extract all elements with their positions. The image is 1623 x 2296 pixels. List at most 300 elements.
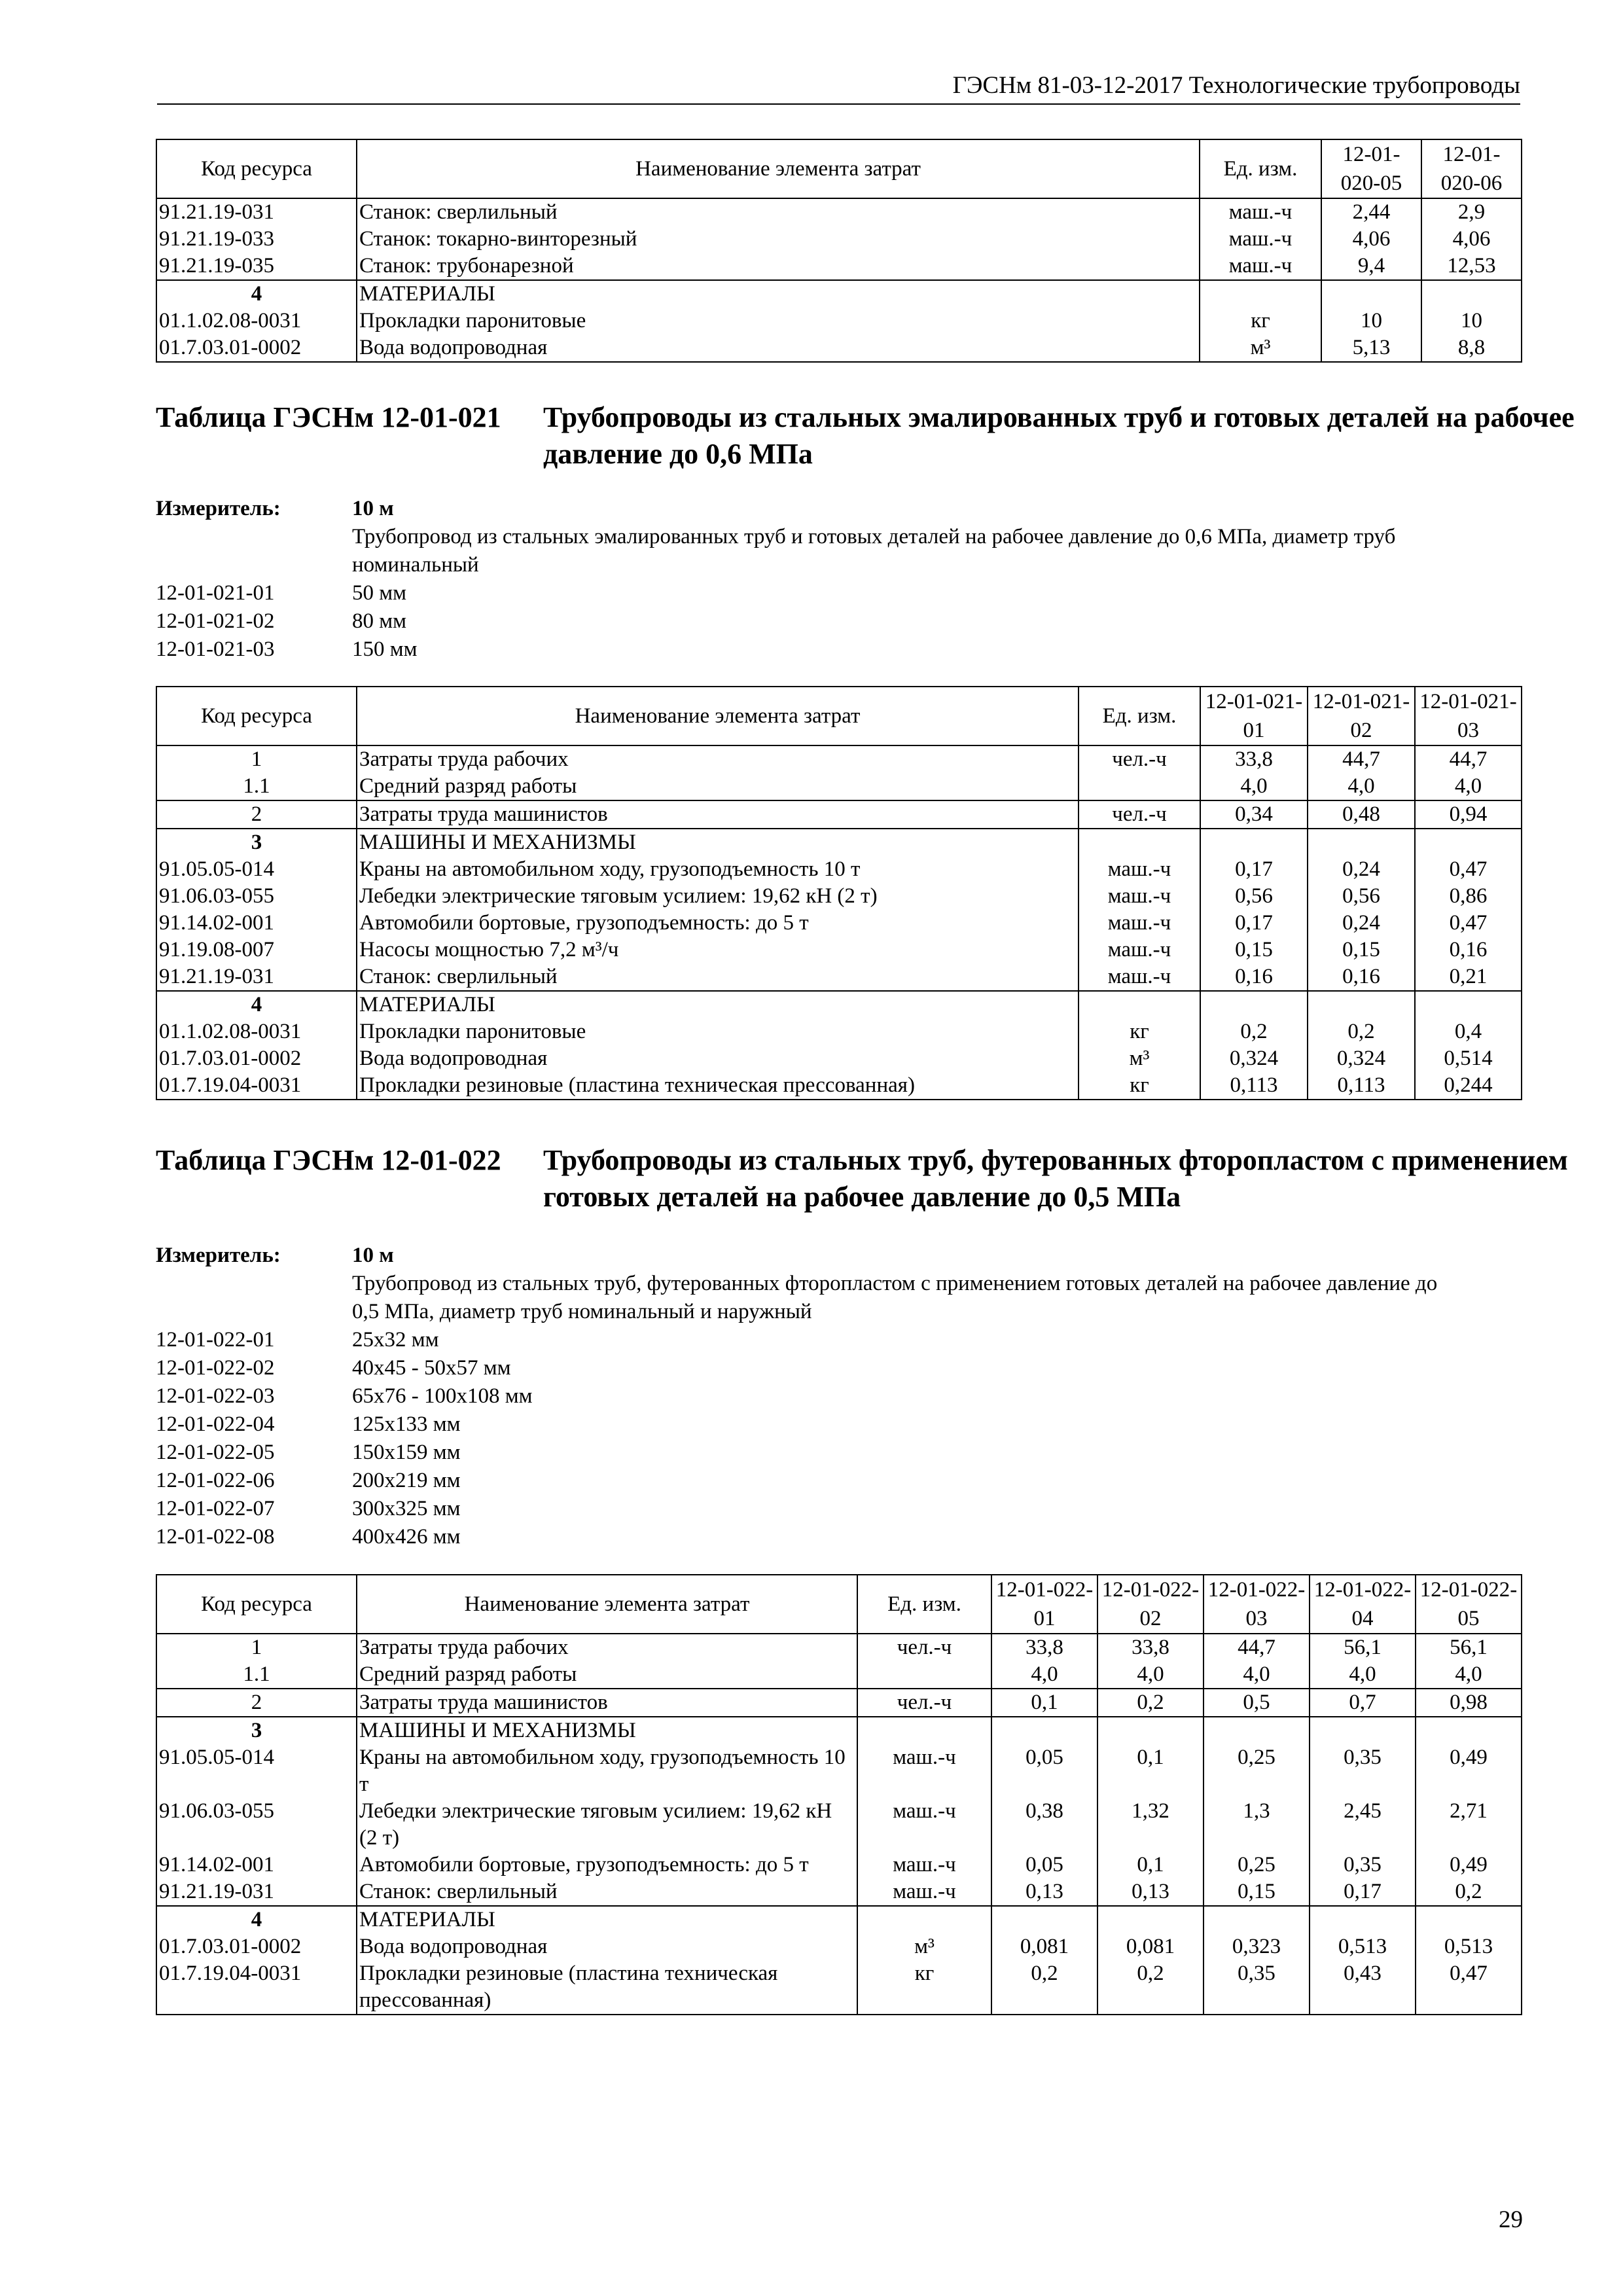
col-header-rate: 12-01-022-02 xyxy=(1097,1575,1204,1634)
measure-row xyxy=(156,495,1521,523)
resource-value: 0,1 xyxy=(1097,1852,1204,1878)
table-row xyxy=(156,1744,1522,1798)
measure-item-value: 50 мм xyxy=(352,581,407,605)
resource-code: 91.05.05-014 xyxy=(156,856,357,883)
resource-value: 0,113 xyxy=(1200,1072,1308,1100)
resource-value xyxy=(1204,1717,1310,1744)
table-row xyxy=(156,334,1522,362)
resource-value: 4,0 xyxy=(1204,1661,1310,1689)
measure-item-code: 12-01-022-03 xyxy=(156,1384,275,1408)
resource-value: 0,05 xyxy=(991,1744,1097,1798)
resource-unit: маш.-ч xyxy=(1079,937,1200,963)
table-row xyxy=(156,1689,1522,1717)
table-row xyxy=(156,1634,1522,1661)
resource-unit: маш.-ч xyxy=(857,1744,991,1798)
resource-value: 0,513 xyxy=(1310,1933,1416,1960)
resource-name: Станок: токарно-винторезный xyxy=(357,226,1200,253)
measure-item xyxy=(156,636,1521,664)
resource-value xyxy=(991,1906,1097,1933)
resource-value xyxy=(1097,1906,1204,1933)
resource-code: 91.21.19-031 xyxy=(156,198,357,226)
col-header-rate: 12-01-022-04 xyxy=(1310,1575,1416,1634)
resource-value xyxy=(1421,280,1522,308)
resource-value: 0,17 xyxy=(1200,910,1308,937)
table-caption-title: Трубопроводы из стальных труб, футерованных фторопластом с применением готовых деталей на рабочее давление до 0,5 МПа xyxy=(543,1144,1568,1213)
resource-unit: чел.-ч xyxy=(857,1634,991,1661)
resource-unit: маш.-ч xyxy=(1079,883,1200,910)
measure-item xyxy=(156,1439,1521,1467)
resource-value: 1,32 xyxy=(1097,1798,1204,1852)
resource-value xyxy=(1097,1717,1204,1744)
measure-block xyxy=(156,1242,1521,1551)
resource-name: Станок: сверлильный xyxy=(357,1878,857,1906)
col-header-code: Код ресурса xyxy=(156,139,357,198)
measure-items xyxy=(156,579,1521,664)
measure-item xyxy=(156,1326,1521,1354)
resource-code: 91.21.19-035 xyxy=(156,253,357,280)
resource-code: 91.21.19-031 xyxy=(156,1878,357,1906)
resource-name: МАТЕРИАЛЫ xyxy=(357,991,1079,1018)
resource-value: 0,49 xyxy=(1416,1744,1522,1798)
measure-unit: 10 м xyxy=(352,1244,394,1267)
resource-name: Станок: трубонарезной xyxy=(357,253,1200,280)
resource-code: 1.1 xyxy=(156,773,357,800)
col-header-name: Наименование элемента затрат xyxy=(357,687,1079,745)
resource-value: 0,514 xyxy=(1415,1045,1522,1072)
table-row xyxy=(156,1072,1522,1100)
resource-name: Затраты труда рабочих xyxy=(357,1634,857,1661)
resource-value: 0,2 xyxy=(991,1960,1097,2015)
resource-unit: кг xyxy=(1079,1018,1200,1045)
resource-value: 0,2 xyxy=(1308,1018,1415,1045)
resource-value: 0,1 xyxy=(991,1689,1097,1717)
resource-value: 56,1 xyxy=(1310,1634,1416,1661)
table-row xyxy=(156,1852,1522,1878)
resource-name: Прокладки паронитовые xyxy=(357,308,1200,334)
resource-name: Прокладки резиновые (пластина техническая прессованная) xyxy=(357,1960,857,2015)
resource-value: 0,513 xyxy=(1416,1933,1522,1960)
resource-value xyxy=(1200,991,1308,1018)
col-header-name: Наименование элемента затрат xyxy=(357,139,1200,198)
resource-code: 2 xyxy=(156,1689,357,1717)
resource-value: 2,44 xyxy=(1321,198,1421,226)
resource-unit xyxy=(1079,773,1200,800)
resource-unit: маш.-ч xyxy=(857,1878,991,1906)
resource-unit: маш.-ч xyxy=(1200,253,1321,280)
resource-value: 0,5 xyxy=(1204,1689,1310,1717)
resource-name: Автомобили бортовые, грузоподъемность: до 5 т xyxy=(357,1852,857,1878)
resource-code: 01.7.03.01-0002 xyxy=(156,334,357,362)
resource-code: 3 xyxy=(156,829,357,856)
resource-name: Лебедки электрические тяговым усилием: 19,62 кН (2 т) xyxy=(357,1798,857,1852)
resource-value: 0,48 xyxy=(1308,800,1415,829)
measure-item-value: 300х325 мм xyxy=(352,1497,461,1520)
resource-name: МАШИНЫ И МЕХАНИЗМЫ xyxy=(357,829,1079,856)
resource-value: 0,56 xyxy=(1308,883,1415,910)
resource-value: 0,86 xyxy=(1415,883,1522,910)
resource-value: 44,7 xyxy=(1415,745,1522,773)
resource-value: 4,0 xyxy=(1415,773,1522,800)
resource-code: 01.7.03.01-0002 xyxy=(156,1045,357,1072)
resource-value: 4,0 xyxy=(1308,773,1415,800)
measure-item-value: 40х45 - 50х57 мм xyxy=(352,1356,511,1380)
resource-unit xyxy=(1079,991,1200,1018)
resource-value: 2,45 xyxy=(1310,1798,1416,1852)
resource-name: Затраты труда машинистов xyxy=(357,1689,857,1717)
resource-name: Автомобили бортовые, грузоподъемность: до 5 т xyxy=(357,910,1079,937)
table-header-row xyxy=(156,687,1522,745)
resource-unit: м³ xyxy=(1079,1045,1200,1072)
table-row xyxy=(156,1960,1522,2015)
resource-value: 0,47 xyxy=(1415,856,1522,883)
resource-value: 0,324 xyxy=(1200,1045,1308,1072)
col-header-rate: 12-01-022-05 xyxy=(1416,1575,1522,1634)
measure-description: Трубопровод из стальных труб, футерованных фторопластом с применением готовых деталей на рабочее давление до 0,5 МПа, диаметр труб номинальный и наружный xyxy=(352,1272,1438,1323)
col-header-unit: Ед. изм. xyxy=(1079,687,1200,745)
resource-value: 0,43 xyxy=(1310,1960,1416,2015)
table-row xyxy=(156,226,1522,253)
resource-name: Лебедки электрические тяговым усилием: 19,62 кН (2 т) xyxy=(357,883,1079,910)
resource-value: 0,081 xyxy=(991,1933,1097,1960)
table-row xyxy=(156,1045,1522,1072)
measure-item-value: 25х32 мм xyxy=(352,1328,439,1352)
col-header-rate: 12-01-021-01 xyxy=(1200,687,1308,745)
resource-value: 0,15 xyxy=(1200,937,1308,963)
resource-value: 0,47 xyxy=(1415,910,1522,937)
resource-value: 5,13 xyxy=(1321,334,1421,362)
measure-item-value: 80 мм xyxy=(352,609,407,633)
table-header-row xyxy=(156,1575,1522,1634)
table-row xyxy=(156,937,1522,963)
col-header-rate: 12-01-022-03 xyxy=(1204,1575,1310,1634)
resource-code: 01.7.19.04-0031 xyxy=(156,1072,357,1100)
resource-unit xyxy=(857,1717,991,1744)
measure-item xyxy=(156,1523,1521,1551)
resource-value: 0,323 xyxy=(1204,1933,1310,1960)
resource-value: 0,16 xyxy=(1308,963,1415,991)
resource-value xyxy=(1416,1906,1522,1933)
measure-item xyxy=(156,1495,1521,1523)
resource-value xyxy=(1310,1717,1416,1744)
resource-unit xyxy=(1079,829,1200,856)
resource-name: МАШИНЫ И МЕХАНИЗМЫ xyxy=(357,1717,857,1744)
measure-item-code: 12-01-022-06 xyxy=(156,1469,275,1492)
table-row xyxy=(156,856,1522,883)
resource-value xyxy=(1415,991,1522,1018)
resource-name: Краны на автомобильном ходу, грузоподъемность 10 т xyxy=(357,856,1079,883)
resource-name: Вода водопроводная xyxy=(357,334,1200,362)
resource-value: 0,94 xyxy=(1415,800,1522,829)
resource-value: 4,0 xyxy=(1097,1661,1204,1689)
resource-code: 1.1 xyxy=(156,1661,357,1689)
resource-code: 91.06.03-055 xyxy=(156,883,357,910)
measure-desc-row xyxy=(156,523,1521,579)
measure-item xyxy=(156,1467,1521,1495)
resource-value: 0,98 xyxy=(1416,1689,1522,1717)
measure-unit: 10 м xyxy=(352,497,394,520)
table-row xyxy=(156,308,1522,334)
resource-value: 0,05 xyxy=(991,1852,1097,1878)
resource-name: Вода водопроводная xyxy=(357,1933,857,1960)
table-caption-code: Таблица ГЭСНм 12-01-021 xyxy=(156,401,501,433)
resource-code: 91.21.19-033 xyxy=(156,226,357,253)
table-row xyxy=(156,1018,1522,1045)
running-head: ГЭСНм 81-03-12-2017 Технологические трубопроводы xyxy=(157,71,1520,105)
resource-code: 01.1.02.08-0031 xyxy=(156,308,357,334)
resource-value xyxy=(1415,829,1522,856)
resource-name: Средний разряд работы xyxy=(357,1661,857,1689)
col-header-rate: 12-01-021-02 xyxy=(1308,687,1415,745)
resource-code: 01.7.19.04-0031 xyxy=(156,1960,357,2015)
resource-code: 2 xyxy=(156,800,357,829)
resource-value: 0,25 xyxy=(1204,1852,1310,1878)
resource-unit: чел.-ч xyxy=(1079,745,1200,773)
measure-block xyxy=(156,495,1521,664)
resource-unit: кг xyxy=(1200,308,1321,334)
resource-code: 1 xyxy=(156,1634,357,1661)
resource-unit: м³ xyxy=(1200,334,1321,362)
resource-unit: маш.-ч xyxy=(857,1852,991,1878)
resource-value: 0,2 xyxy=(1200,1018,1308,1045)
resource-value: 4,0 xyxy=(991,1661,1097,1689)
resource-value xyxy=(1321,280,1421,308)
table-row xyxy=(156,1798,1522,1852)
resource-code: 3 xyxy=(156,1717,357,1744)
col-header-rate: 12-01-021-03 xyxy=(1415,687,1522,745)
resource-value xyxy=(1310,1906,1416,1933)
resource-code: 91.14.02-001 xyxy=(156,1852,357,1878)
resource-value: 0,56 xyxy=(1200,883,1308,910)
table-row xyxy=(156,773,1522,800)
table-body xyxy=(156,1634,1522,2015)
measure-item-code: 12-01-022-05 xyxy=(156,1441,275,1464)
table-row xyxy=(156,910,1522,937)
section-row xyxy=(156,829,1522,856)
resource-value xyxy=(1204,1906,1310,1933)
measure-item xyxy=(156,1382,1521,1410)
section-row xyxy=(156,280,1522,308)
resource-code: 91.19.08-007 xyxy=(156,937,357,963)
resource-unit: кг xyxy=(1079,1072,1200,1100)
table-caption-code: Таблица ГЭСНм 12-01-022 xyxy=(156,1144,501,1176)
resource-value: 8,8 xyxy=(1421,334,1522,362)
resource-name: Затраты труда машинистов xyxy=(357,800,1079,829)
resource-value: 4,0 xyxy=(1200,773,1308,800)
resource-unit xyxy=(857,1906,991,1933)
resource-value: 0,16 xyxy=(1415,937,1522,963)
resource-value: 56,1 xyxy=(1416,1634,1522,1661)
resource-value: 0,15 xyxy=(1204,1878,1310,1906)
resource-value: 0,13 xyxy=(1097,1878,1204,1906)
table-row xyxy=(156,1661,1522,1689)
resource-code: 4 xyxy=(156,991,357,1018)
col-header-name: Наименование элемента затрат xyxy=(357,1575,857,1634)
resource-unit: маш.-ч xyxy=(1079,856,1200,883)
resource-value: 2,9 xyxy=(1421,198,1522,226)
resource-value xyxy=(1308,991,1415,1018)
measure-item-code: 12-01-021-02 xyxy=(156,609,275,633)
measure-label: Измеритель: xyxy=(156,497,281,520)
measure-item-code: 12-01-022-01 xyxy=(156,1328,275,1352)
section-row xyxy=(156,1906,1522,1933)
resource-unit: м³ xyxy=(857,1933,991,1960)
resource-value: 0,15 xyxy=(1308,937,1415,963)
resource-value: 0,34 xyxy=(1200,800,1308,829)
measure-item-code: 12-01-021-03 xyxy=(156,637,275,661)
table-row xyxy=(156,253,1522,280)
measure-item-value: 150х159 мм xyxy=(352,1441,461,1464)
resource-unit xyxy=(857,1661,991,1689)
resource-value: 4,0 xyxy=(1416,1661,1522,1689)
resource-value: 10 xyxy=(1321,308,1421,334)
resource-name: Станок: сверлильный xyxy=(357,963,1079,991)
resource-value: 0,13 xyxy=(991,1878,1097,1906)
resource-value: 0,2 xyxy=(1416,1878,1522,1906)
measure-item-code: 12-01-022-08 xyxy=(156,1525,275,1549)
resource-code: 91.06.03-055 xyxy=(156,1798,357,1852)
resource-value xyxy=(1308,829,1415,856)
resource-name: Насосы мощностью 7,2 м³/ч xyxy=(357,937,1079,963)
resource-name: Затраты труда рабочих xyxy=(357,745,1079,773)
resource-value: 0,113 xyxy=(1308,1072,1415,1100)
resource-value: 0,16 xyxy=(1200,963,1308,991)
resource-value: 0,4 xyxy=(1415,1018,1522,1045)
measure-item xyxy=(156,579,1521,607)
resource-value: 0,35 xyxy=(1204,1960,1310,2015)
col-header-code: Код ресурса xyxy=(156,687,357,745)
measure-item-value: 400х426 мм xyxy=(352,1525,461,1549)
measure-item xyxy=(156,1410,1521,1439)
resource-name: МАТЕРИАЛЫ xyxy=(357,280,1200,308)
resource-value xyxy=(991,1717,1097,1744)
resource-table-12-01-022 xyxy=(156,1574,1522,2015)
resource-value: 0,47 xyxy=(1416,1960,1522,2015)
table-row xyxy=(156,800,1522,829)
section-row xyxy=(156,991,1522,1018)
col-header-unit: Ед. изм. xyxy=(857,1575,991,1634)
resource-value: 0,38 xyxy=(991,1798,1097,1852)
measure-item-value: 150 мм xyxy=(352,637,418,661)
table-row xyxy=(156,198,1522,226)
resource-unit: маш.-ч xyxy=(857,1798,991,1852)
resource-name: Прокладки резиновые (пластина техническая прессованная) xyxy=(357,1072,1079,1100)
col-header-code: Код ресурса xyxy=(156,1575,357,1634)
resource-code: 4 xyxy=(156,1906,357,1933)
measure-item-value: 65х76 - 100х108 мм xyxy=(352,1384,533,1408)
measure-desc-row xyxy=(156,1270,1521,1326)
resource-code: 01.1.02.08-0031 xyxy=(156,1018,357,1045)
table-header-row xyxy=(156,139,1522,198)
resource-code: 4 xyxy=(156,280,357,308)
resource-unit: маш.-ч xyxy=(1079,963,1200,991)
resource-name: Прокладки паронитовые xyxy=(357,1018,1079,1045)
resource-value: 0,35 xyxy=(1310,1744,1416,1798)
resource-value: 4,06 xyxy=(1421,226,1522,253)
resource-value: 0,2 xyxy=(1097,1960,1204,2015)
resource-unit: кг xyxy=(857,1960,991,2015)
table-row xyxy=(156,1933,1522,1960)
resource-value xyxy=(1416,1717,1522,1744)
resource-value: 33,8 xyxy=(1097,1634,1204,1661)
resource-value: 0,244 xyxy=(1415,1072,1522,1100)
measure-item xyxy=(156,607,1521,636)
resource-value: 0,1 xyxy=(1097,1744,1204,1798)
resource-value: 44,7 xyxy=(1204,1634,1310,1661)
table-body xyxy=(156,745,1522,1100)
measure-label: Измеритель: xyxy=(156,1244,281,1267)
resource-value: 0,17 xyxy=(1310,1878,1416,1906)
resource-name: Вода водопроводная xyxy=(357,1045,1079,1072)
resource-unit: маш.-ч xyxy=(1079,910,1200,937)
resource-unit xyxy=(1200,280,1321,308)
resource-value: 33,8 xyxy=(1200,745,1308,773)
resource-name: Станок: сверлильный xyxy=(357,198,1200,226)
measure-item-value: 125х133 мм xyxy=(352,1412,461,1436)
col-header-rate: 12-01-022-01 xyxy=(991,1575,1097,1634)
resource-table-continuation xyxy=(156,139,1522,363)
resource-code: 91.05.05-014 xyxy=(156,1744,357,1798)
resource-value: 9,4 xyxy=(1321,253,1421,280)
table-row xyxy=(156,883,1522,910)
resource-value: 33,8 xyxy=(991,1634,1097,1661)
measure-description: Трубопровод из стальных эмалированных труб и готовых деталей на рабочее давление до 0,6 МПа, диаметр труб номинальный xyxy=(352,525,1396,577)
resource-code: 91.14.02-001 xyxy=(156,910,357,937)
measure-item-value: 200х219 мм xyxy=(352,1469,461,1492)
page-number: 29 xyxy=(1499,2206,1523,2233)
resource-value: 0,324 xyxy=(1308,1045,1415,1072)
section-row xyxy=(156,1717,1522,1744)
measure-items xyxy=(156,1326,1521,1551)
col-header-unit: Ед. изм. xyxy=(1200,139,1321,198)
resource-value: 0,7 xyxy=(1310,1689,1416,1717)
measure-item-code: 12-01-021-01 xyxy=(156,581,275,605)
resource-unit: чел.-ч xyxy=(857,1689,991,1717)
col-header-rate: 12-01-020-06 xyxy=(1421,139,1522,198)
resource-value: 4,0 xyxy=(1310,1661,1416,1689)
table-row xyxy=(156,745,1522,773)
table-row xyxy=(156,1878,1522,1906)
measure-item-code: 12-01-022-07 xyxy=(156,1497,275,1520)
resource-value xyxy=(1200,829,1308,856)
table-row xyxy=(156,963,1522,991)
resource-value: 0,2 xyxy=(1097,1689,1204,1717)
resource-value: 1,3 xyxy=(1204,1798,1310,1852)
measure-item xyxy=(156,1354,1521,1382)
resource-unit: чел.-ч xyxy=(1079,800,1200,829)
resource-code: 01.7.03.01-0002 xyxy=(156,1933,357,1960)
col-header-rate: 12-01-020-05 xyxy=(1321,139,1421,198)
table-body xyxy=(156,198,1522,362)
table-caption-title: Трубопроводы из стальных эмалированных труб и готовых деталей на рабочее давление до 0,6 МПа xyxy=(543,401,1575,470)
resource-name: Краны на автомобильном ходу, грузоподъемность 10 т xyxy=(357,1744,857,1798)
resource-value: 0,24 xyxy=(1308,910,1415,937)
resource-value: 0,21 xyxy=(1415,963,1522,991)
resource-value: 10 xyxy=(1421,308,1522,334)
resource-unit: маш.-ч xyxy=(1200,226,1321,253)
resource-name: Средний разряд работы xyxy=(357,773,1079,800)
resource-code: 1 xyxy=(156,745,357,773)
resource-value: 12,53 xyxy=(1421,253,1522,280)
resource-value: 0,24 xyxy=(1308,856,1415,883)
measure-row xyxy=(156,1242,1521,1270)
resource-table-12-01-021 xyxy=(156,686,1522,1100)
resource-value: 4,06 xyxy=(1321,226,1421,253)
resource-code: 91.21.19-031 xyxy=(156,963,357,991)
resource-value: 0,49 xyxy=(1416,1852,1522,1878)
resource-unit: маш.-ч xyxy=(1200,198,1321,226)
measure-item-code: 12-01-022-02 xyxy=(156,1356,275,1380)
resource-value: 0,081 xyxy=(1097,1933,1204,1960)
